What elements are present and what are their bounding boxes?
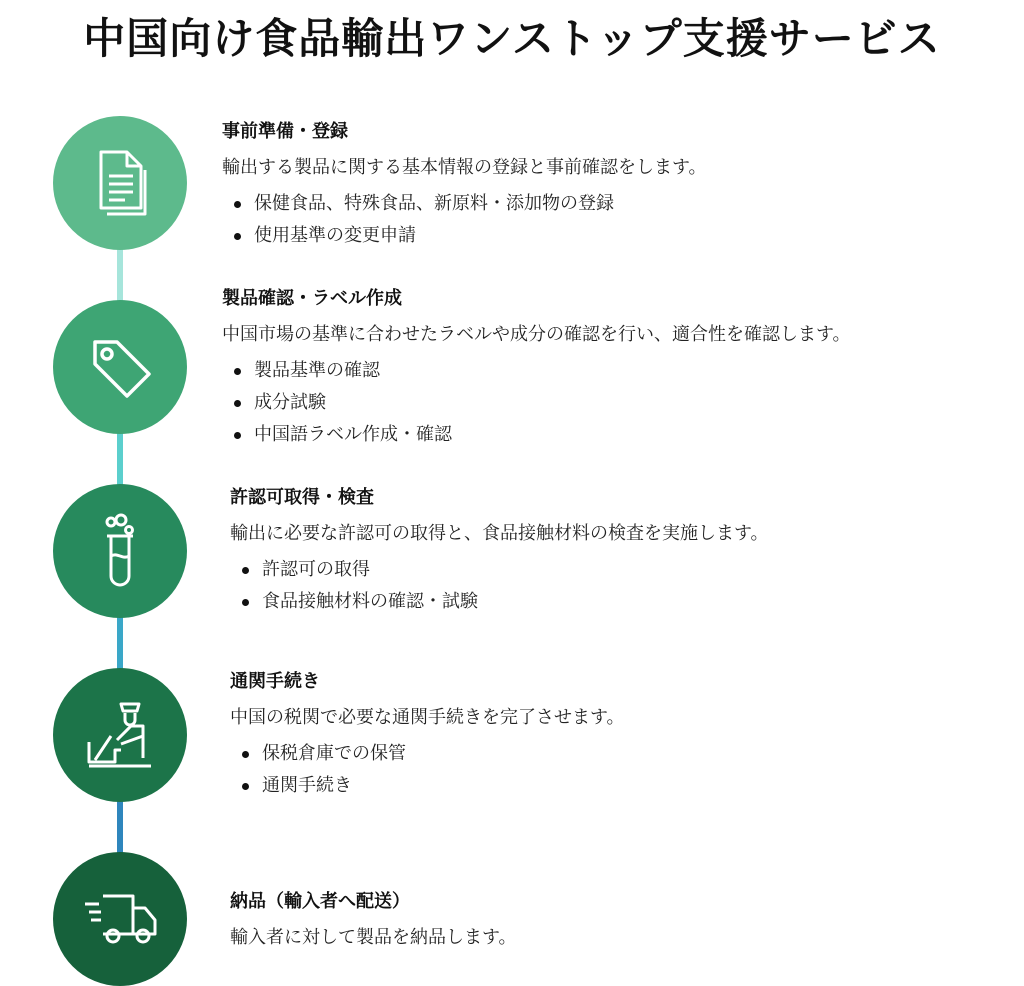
step-description: 輸出に必要な許認可の取得と、食品接触材料の検査を実施します。 — [230, 523, 769, 544]
step-bullets — [222, 355, 851, 451]
bullet-item: 許認可の取得 — [238, 554, 769, 586]
connector-line — [117, 800, 123, 858]
bullet-item: 成分試験 — [230, 387, 851, 419]
bullet-item: 製品基準の確認 — [230, 355, 851, 387]
step-description: 輸入者に対して製品を納品します。 — [230, 927, 517, 948]
step-1-circle — [53, 116, 187, 250]
delivery-truck-icon — [81, 880, 159, 958]
step-5 — [230, 888, 517, 952]
step-title: 製品確認・ラベル作成 — [222, 288, 402, 309]
document-icon — [81, 144, 159, 222]
step-bullets — [230, 738, 625, 802]
test-tube-icon — [81, 512, 159, 590]
step-title: 事前準備・登録 — [222, 121, 348, 142]
step-title: 通関手続き — [230, 671, 320, 692]
step-2 — [222, 285, 851, 451]
step-title: 納品（輸入者へ配送） — [230, 891, 410, 912]
step-title: 許認可取得・検査 — [230, 487, 374, 508]
step-4 — [230, 668, 625, 802]
bullet-item: 通関手続き — [238, 770, 625, 802]
bullet-item: 食品接触材料の確認・試験 — [238, 586, 769, 618]
step-1 — [222, 118, 707, 252]
step-4-circle — [53, 668, 187, 802]
step-bullets — [230, 554, 769, 618]
step-2-circle — [53, 300, 187, 434]
connector-line — [117, 432, 123, 490]
step-5-circle — [53, 852, 187, 986]
bullet-item: 使用基準の変更申請 — [230, 220, 707, 252]
step-3-circle — [53, 484, 187, 618]
step-description: 中国市場の基準に合わせたラベルや成分の確認を行い、適合性を確認します。 — [222, 324, 851, 345]
customs-officer-icon — [81, 696, 159, 774]
step-description: 中国の税関で必要な通関手続きを完了させます。 — [230, 707, 625, 728]
price-tag-icon — [81, 328, 159, 406]
step-3 — [230, 484, 769, 618]
step-description: 輸出する製品に関する基本情報の登録と事前確認をします。 — [222, 157, 707, 178]
bullet-item: 中国語ラベル作成・確認 — [230, 419, 851, 451]
bullet-item: 保税倉庫での保管 — [238, 738, 625, 770]
step-bullets — [222, 188, 707, 252]
bullet-item: 保健食品、特殊食品、新原料・添加物の登録 — [230, 188, 707, 220]
page-title: 中国向け食品輸出ワンストップ支援サービス — [83, 14, 941, 63]
connector-line — [117, 614, 123, 676]
connector-line — [117, 248, 123, 308]
